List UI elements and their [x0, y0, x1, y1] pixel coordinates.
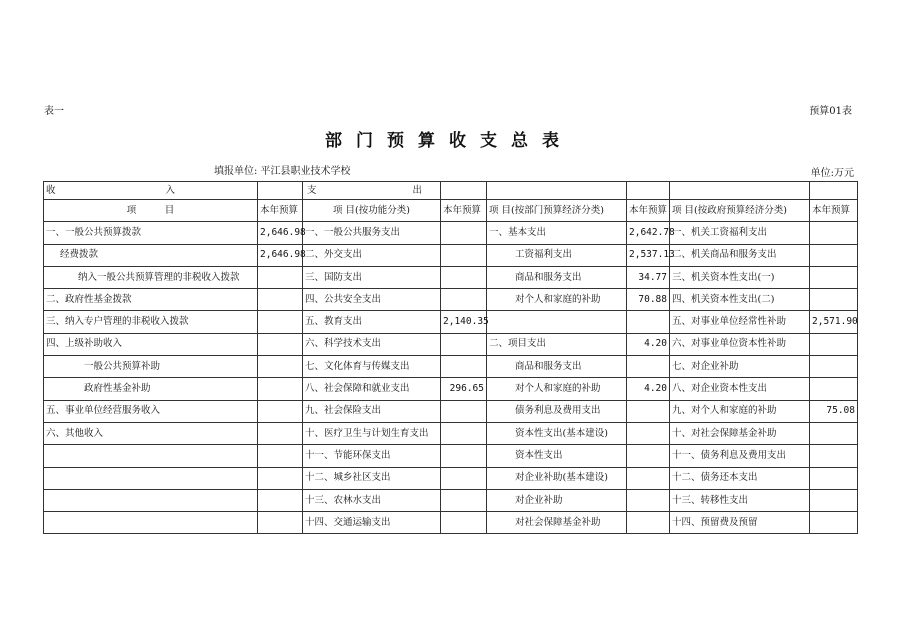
dept-econ-amount-cell: [627, 489, 670, 511]
gov-econ-amount-cell: [810, 467, 858, 489]
dept-econ-item-cell: 对个人和家庭的补助: [487, 378, 627, 400]
func-item-cell: 十一、节能环保支出: [303, 445, 441, 467]
income-amount-cell: 2,646.98: [258, 222, 303, 244]
func-item-cell: 十、医疗卫生与计划生育支出: [303, 422, 441, 444]
table-row: [44, 467, 858, 489]
func-amount-cell: [441, 222, 487, 244]
func-item-cell: 九、社会保险支出: [303, 400, 441, 422]
table-row: [44, 400, 858, 422]
empty-cell: [258, 182, 303, 200]
form-code-label: 预算01表: [809, 106, 852, 117]
income-amount-cell: [258, 422, 303, 444]
income-amount-cell: [258, 333, 303, 355]
gov-econ-amount-cell: [810, 512, 858, 534]
dept-econ-item-cell: 对个人和家庭的补助: [487, 289, 627, 311]
func-amount-cell: [441, 512, 487, 534]
income-amount-header: 本年预算: [258, 200, 303, 222]
table-row: [44, 422, 858, 444]
gov-econ-amount-cell: [810, 222, 858, 244]
table-body: [44, 182, 858, 534]
gov-econ-item-header: 项 目(按政府预算经济分类): [670, 200, 810, 222]
func-item-cell: 七、文化体育与传媒支出: [303, 356, 441, 378]
func-amount-cell: [441, 467, 487, 489]
gov-econ-item-cell: 五、对事业单位经常性补助: [670, 311, 810, 333]
page-title: 部门预算收支总表: [325, 131, 573, 151]
dept-econ-item-cell: 商品和服务支出: [487, 356, 627, 378]
gov-econ-item-cell: 三、机关资本性支出(一): [670, 266, 810, 288]
func-amount-cell: [441, 422, 487, 444]
func-item-cell: 十三、农林水支出: [303, 489, 441, 511]
dept-econ-item-cell: 对企业补助(基本建设): [487, 467, 627, 489]
func-item-cell: 一、一般公共服务支出: [303, 222, 441, 244]
expense-group-char1: 支: [307, 184, 317, 196]
income-item-cell: 六、其他收入: [44, 422, 258, 444]
dept-econ-amount-cell: [627, 445, 670, 467]
func-item-cell: 六、科学技术支出: [303, 333, 441, 355]
income-item-cell: [44, 467, 258, 489]
expense-group-char2: 出: [412, 184, 422, 196]
table-number-label: 表一: [44, 106, 64, 117]
empty-cell: [810, 182, 858, 200]
func-amount-cell: [441, 244, 487, 266]
dept-econ-amount-cell: 2,537.13: [627, 244, 670, 266]
func-amount-cell: 2,140.35: [441, 311, 487, 333]
table-row: [44, 222, 858, 244]
dept-econ-item-cell: 资本性支出(基本建设): [487, 422, 627, 444]
dept-econ-item-cell: [487, 311, 627, 333]
gov-econ-amount-cell: [810, 422, 858, 444]
gov-econ-amount-cell: [810, 445, 858, 467]
gov-econ-amount-header: 本年预算: [810, 200, 858, 222]
income-group-header: [44, 182, 258, 200]
income-amount-cell: [258, 445, 303, 467]
dept-econ-amount-cell: [627, 467, 670, 489]
gov-econ-item-cell: 四、机关资本性支出(二): [670, 289, 810, 311]
income-item-cell: 政府性基金补助: [44, 378, 258, 400]
income-item-cell: 二、政府性基金拨款: [44, 289, 258, 311]
gov-econ-amount-cell: [810, 266, 858, 288]
income-item-cell: 四、上级补助收入: [44, 333, 258, 355]
dept-econ-amount-cell: [627, 311, 670, 333]
func-item-cell: 二、外交支出: [303, 244, 441, 266]
dept-econ-amount-cell: [627, 422, 670, 444]
func-item-cell: 三、国防支出: [303, 266, 441, 288]
gov-econ-amount-cell: [810, 489, 858, 511]
reporting-unit: 填报单位: 平江县职业技术学校: [214, 166, 351, 177]
income-group-char2: 入: [165, 184, 175, 196]
func-item-cell: 十二、城乡社区支出: [303, 467, 441, 489]
func-amount-cell: [441, 489, 487, 511]
gov-econ-amount-cell: 2,571.90: [810, 311, 858, 333]
income-item-cell: [44, 512, 258, 534]
func-item-cell: 四、公共安全支出: [303, 289, 441, 311]
table-row: [44, 489, 858, 511]
income-amount-cell: [258, 311, 303, 333]
income-amount-cell: [258, 289, 303, 311]
gov-econ-item-cell: 八、对企业资本性支出: [670, 378, 810, 400]
gov-econ-item-cell: 十一、债务利息及费用支出: [670, 445, 810, 467]
gov-econ-item-cell: 二、机关商品和服务支出: [670, 244, 810, 266]
empty-cell: [670, 182, 810, 200]
table-row: [44, 266, 858, 288]
table-row: [44, 289, 858, 311]
func-item-cell: 十四、交通运输支出: [303, 512, 441, 534]
gov-econ-item-cell: 十四、预留费及预留: [670, 512, 810, 534]
table-row: [44, 311, 858, 333]
gov-econ-amount-cell: [810, 289, 858, 311]
gov-econ-item-cell: 七、对企业补助: [670, 356, 810, 378]
dept-econ-amount-cell: 70.88: [627, 289, 670, 311]
table-row: [44, 356, 858, 378]
income-amount-cell: [258, 467, 303, 489]
income-amount-cell: [258, 378, 303, 400]
dept-econ-item-cell: 二、项目支出: [487, 333, 627, 355]
dept-econ-item-cell: 工资福利支出: [487, 244, 627, 266]
dept-econ-amount-cell: 2,642.78: [627, 222, 670, 244]
empty-cell: [441, 182, 487, 200]
dept-econ-amount-cell: 4.20: [627, 333, 670, 355]
func-amount-cell: [441, 266, 487, 288]
income-item-cell: 五、事业单位经营服务收入: [44, 400, 258, 422]
dept-econ-item-header: 项 目(按部门预算经济分类): [487, 200, 627, 222]
income-amount-cell: [258, 356, 303, 378]
dept-econ-item-cell: 商品和服务支出: [487, 266, 627, 288]
gov-econ-item-cell: 九、对个人和家庭的补助: [670, 400, 810, 422]
func-item-cell: 八、社会保障和就业支出: [303, 378, 441, 400]
dept-econ-amount-cell: 34.77: [627, 266, 670, 288]
func-amount-cell: [441, 445, 487, 467]
empty-cell: [627, 182, 670, 200]
income-item-cell: 经费拨款: [44, 244, 258, 266]
dept-econ-item-cell: 资本性支出: [487, 445, 627, 467]
expense-group-header: [303, 182, 441, 200]
table-row: [44, 445, 858, 467]
column-header-row: [44, 200, 858, 222]
income-amount-cell: 2,646.98: [258, 244, 303, 266]
dept-econ-amount-cell: [627, 356, 670, 378]
income-item-header: 项 目: [44, 200, 258, 222]
dept-econ-item-cell: 对企业补助: [487, 489, 627, 511]
income-amount-cell: [258, 400, 303, 422]
income-amount-cell: [258, 266, 303, 288]
table-row: [44, 244, 858, 266]
dept-econ-item-cell: 对社会保障基金补助: [487, 512, 627, 534]
income-amount-cell: [258, 489, 303, 511]
gov-econ-amount-cell: [810, 244, 858, 266]
group-header-row: [44, 182, 858, 200]
func-amount-header: 本年预算: [441, 200, 487, 222]
func-amount-cell: [441, 400, 487, 422]
func-amount-cell: [441, 356, 487, 378]
dept-econ-amount-cell: 4.20: [627, 378, 670, 400]
gov-econ-item-cell: 六、对事业单位资本性补助: [670, 333, 810, 355]
gov-econ-amount-cell: [810, 378, 858, 400]
gov-econ-item-cell: 十、对社会保障基金补助: [670, 422, 810, 444]
dept-econ-amount-header: 本年预算: [627, 200, 670, 222]
gov-econ-item-cell: 十二、债务还本支出: [670, 467, 810, 489]
dept-econ-item-cell: 一、基本支出: [487, 222, 627, 244]
income-item-cell: 一般公共预算补助: [44, 356, 258, 378]
income-group-char1: 收: [46, 184, 56, 196]
func-item-cell: 五、教育支出: [303, 311, 441, 333]
gov-econ-amount-cell: 75.08: [810, 400, 858, 422]
income-item-cell: [44, 445, 258, 467]
gov-econ-amount-cell: [810, 356, 858, 378]
income-item-cell: 一、一般公共预算拨款: [44, 222, 258, 244]
income-item-cell: [44, 489, 258, 511]
gov-econ-item-cell: 十三、转移性支出: [670, 489, 810, 511]
table-row: [44, 378, 858, 400]
income-item-cell: 三、纳入专户管理的非税收入拨款: [44, 311, 258, 333]
func-amount-cell: [441, 289, 487, 311]
dept-econ-amount-cell: [627, 400, 670, 422]
income-item-cell: 纳入一般公共预算管理的非税收入拨款: [44, 266, 258, 288]
table-row: [44, 333, 858, 355]
gov-econ-item-cell: 一、机关工资福利支出: [670, 222, 810, 244]
money-unit: 单位:万元: [810, 168, 854, 179]
gov-econ-amount-cell: [810, 333, 858, 355]
func-amount-cell: 296.65: [441, 378, 487, 400]
dept-econ-item-cell: 债务利息及费用支出: [487, 400, 627, 422]
income-amount-cell: [258, 512, 303, 534]
func-amount-cell: [441, 333, 487, 355]
func-item-header: 项 目(按功能分类): [303, 200, 441, 222]
dept-econ-amount-cell: [627, 512, 670, 534]
empty-cell: [487, 182, 627, 200]
table-row: [44, 512, 858, 534]
budget-table: [43, 181, 858, 534]
